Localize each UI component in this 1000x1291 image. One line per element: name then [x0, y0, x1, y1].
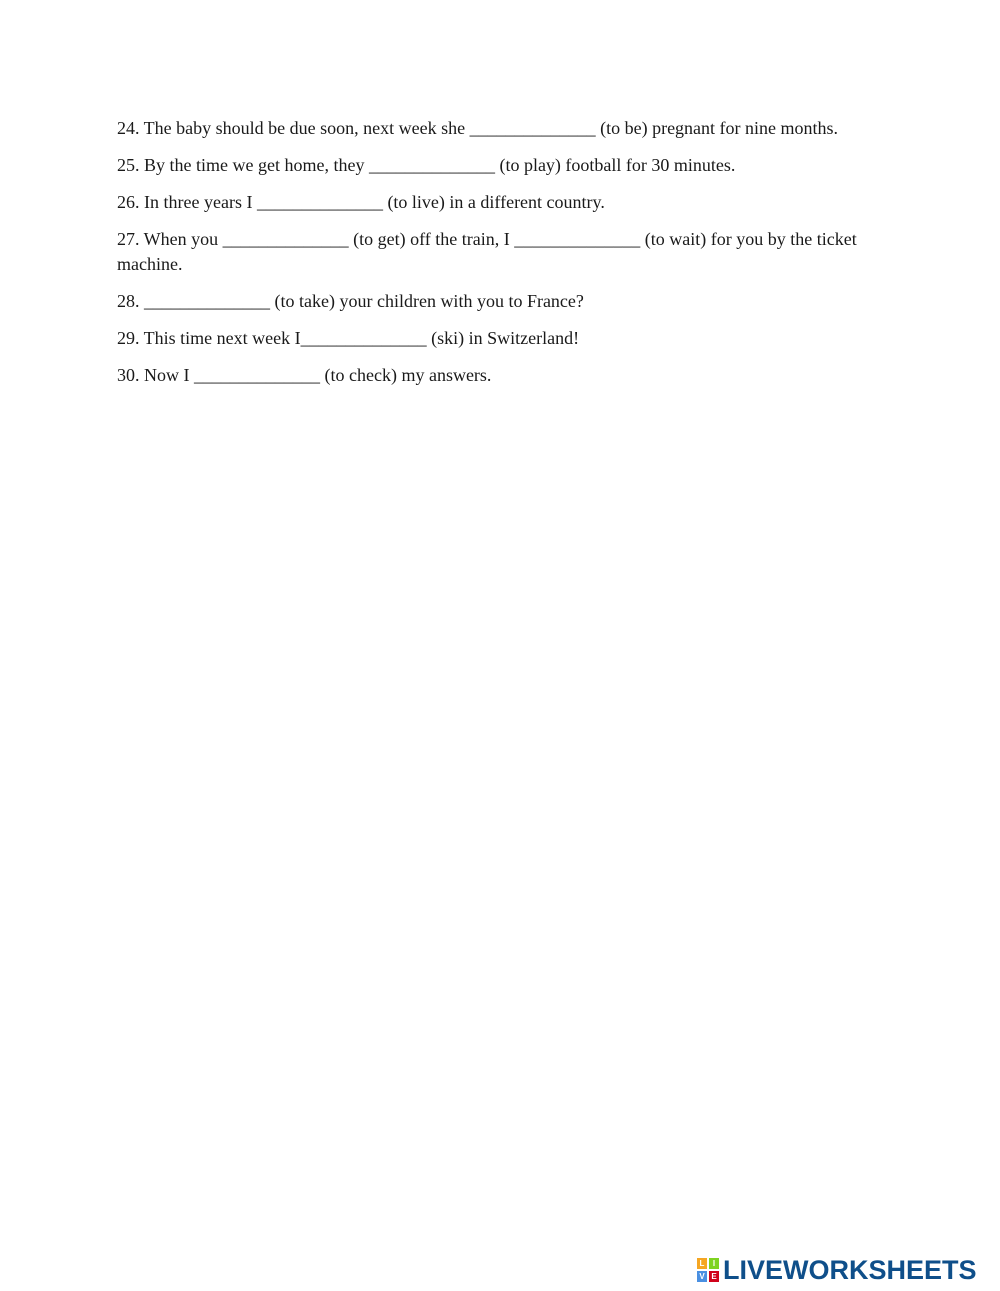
logo-block-e: E [709, 1271, 719, 1282]
logo-blocks-icon [697, 1258, 719, 1282]
liveworksheets-logo [697, 1255, 977, 1285]
exercise-item-29: 29. This time next week I______________ (ski) in Switzerland! [117, 328, 580, 348]
exercise-item-30: 30. Now I ______________ (to check) my answers. [117, 365, 492, 385]
logo-block-i: I [709, 1258, 719, 1269]
exercise-item-27: 27. When you ______________ (to get) off the train, I ______________ (to wait) for you by the ticket machine. [117, 229, 857, 274]
exercise-item-28: 28. ______________ (to take) your children with you to France? [117, 291, 584, 311]
exercise-item-25: 25. By the time we get home, they ______________ (to play) football for 30 minutes. [117, 155, 736, 175]
exercise-list [117, 116, 897, 400]
exercise-item-24: 24. The baby should be due soon, next week she ______________ (to be) pregnant for nine months. [117, 118, 839, 138]
logo-block-l: L [697, 1258, 707, 1269]
exercise-item-26: 26. In three years I ______________ (to live) in a different country. [117, 192, 605, 212]
logo-block-v: V [697, 1271, 707, 1282]
logo-text: LIVEWORKSHEETS [723, 1254, 977, 1285]
